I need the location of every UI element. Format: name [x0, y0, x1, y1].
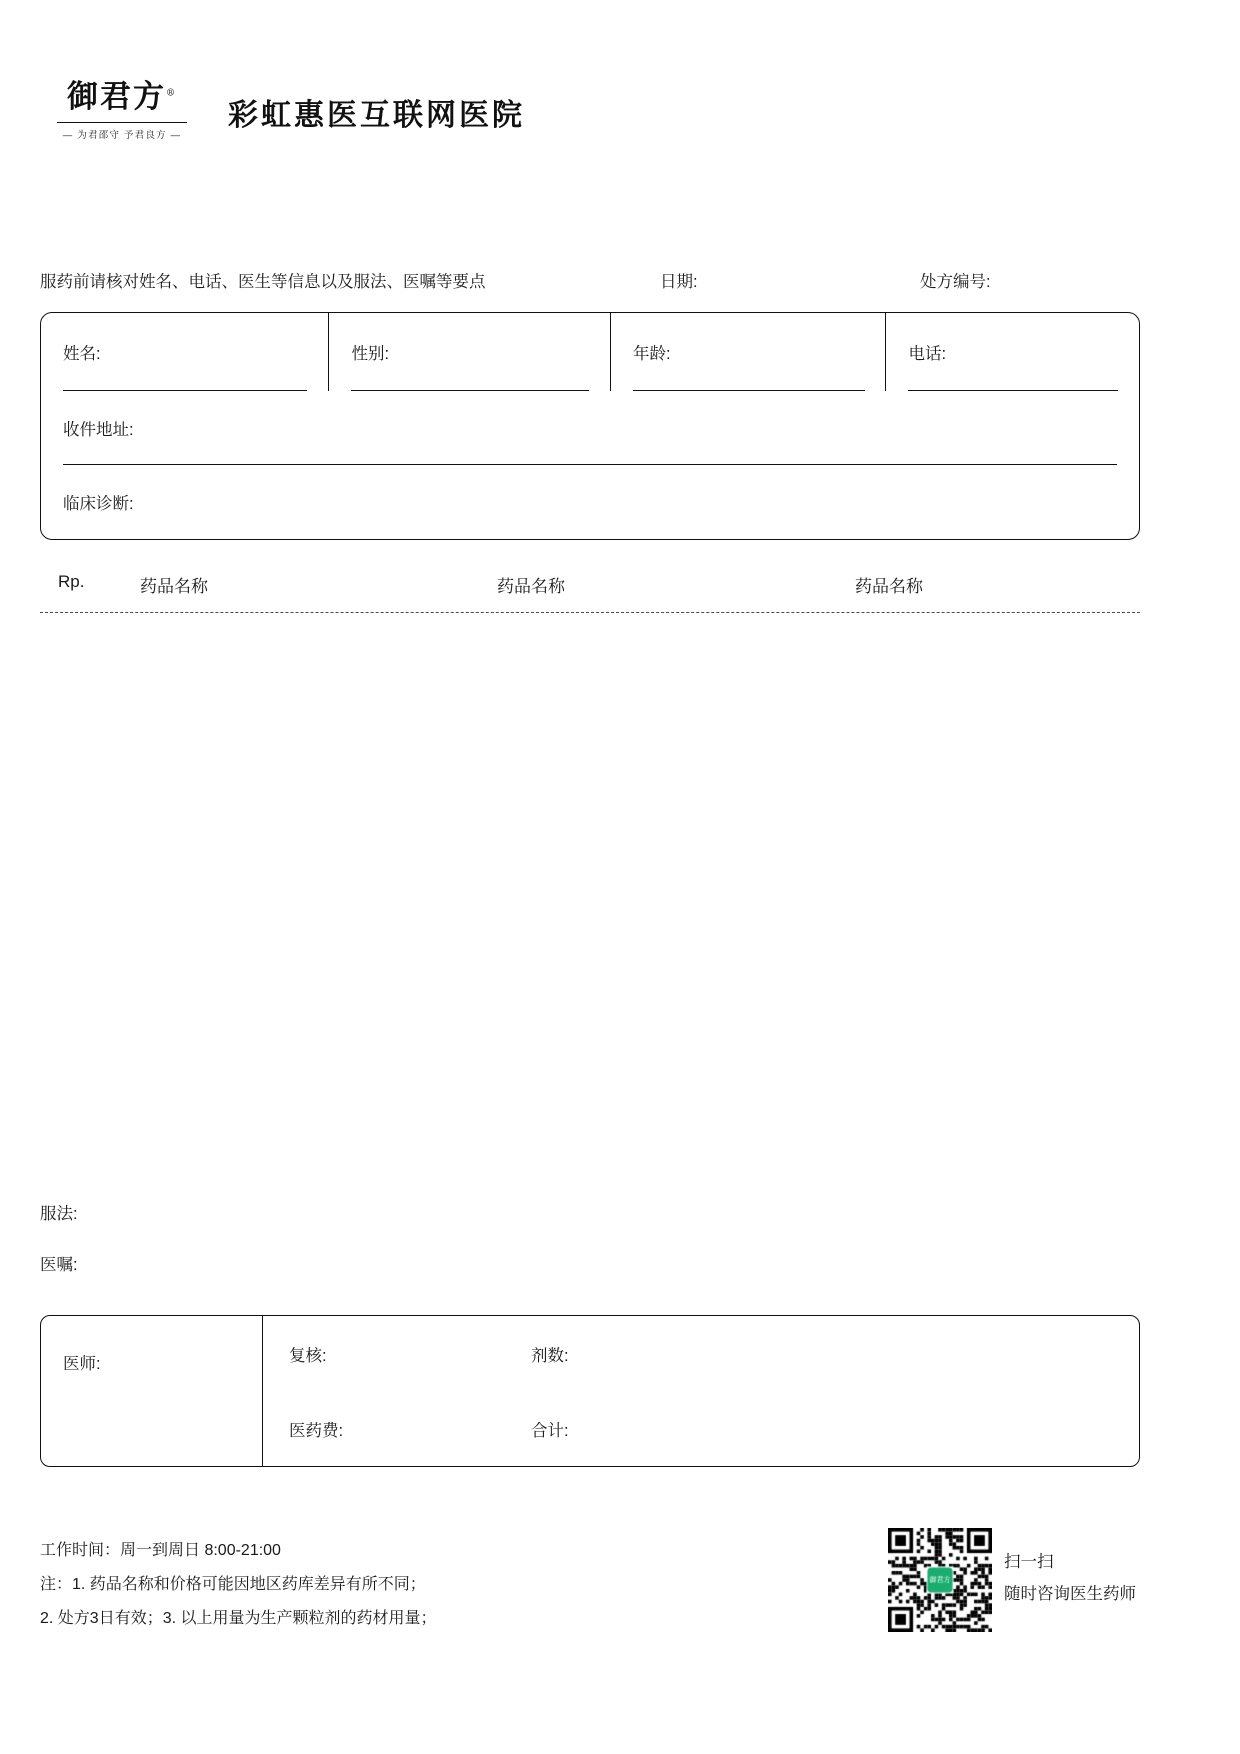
patient-gender-label: 性别:	[351, 345, 390, 363]
qr-code-icon[interactable]	[888, 1528, 992, 1632]
clinical-diagnosis-label: 临床诊断:	[63, 495, 134, 513]
doctor-signature-field[interactable]	[41, 1316, 263, 1466]
brand-logo	[52, 78, 192, 141]
qr-caption-line-1: 扫一扫	[1004, 1553, 1054, 1571]
patient-name-field[interactable]	[41, 313, 328, 391]
recheck-label[interactable]: 复核:	[289, 1346, 327, 1365]
prescription-number-label: 处方编号:	[920, 273, 991, 291]
hospital-title: 彩虹惠医互联网医院	[228, 98, 525, 133]
drug-name-column-1: 药品名称	[140, 577, 208, 596]
prescription-items-area[interactable]	[40, 624, 1140, 1164]
clinical-diagnosis-field[interactable]	[41, 465, 1139, 539]
note-line-1: 注：1. 药品名称和价格可能因地区药库差异有所不同；	[40, 1576, 426, 1593]
signature-box	[40, 1315, 1140, 1467]
doctor-signature-label: 医师:	[63, 1355, 101, 1373]
usage-method-field[interactable]	[40, 1200, 78, 1224]
patient-row-primary	[41, 313, 1139, 391]
patient-address-label: 收件地址:	[63, 421, 134, 439]
signature-right-column	[263, 1316, 1139, 1466]
patient-name-label: 姓名:	[63, 345, 101, 363]
doctor-advice-label: 医嘱:	[40, 1256, 78, 1274]
work-time-text: 工作时间：周一到周日 8:00-21:00	[40, 1542, 281, 1559]
patient-address-field[interactable]	[41, 391, 1139, 465]
patient-info-box	[40, 312, 1140, 540]
notice-row	[0, 268, 1240, 294]
rp-label: Rp.	[58, 572, 85, 591]
note-line-2: 2. 处方3日有效；3. 以上用量为生产颗粒剂的药材用量；	[40, 1610, 437, 1627]
patient-phone-field[interactable]	[885, 313, 1139, 391]
qr-block	[888, 1528, 1138, 1638]
doctor-advice-field[interactable]	[40, 1251, 78, 1275]
qr-caption-line-2: 随时咨询医生药师	[1004, 1585, 1136, 1603]
prescription-divider	[40, 612, 1140, 613]
verify-notice-text: 服药前请核对姓名、电话、医生等信息以及服法、医嘱等要点	[40, 273, 486, 291]
date-label: 日期:	[660, 273, 698, 291]
brand-slogan: — 为君邵守 予君良方 —	[62, 129, 182, 141]
brand-logo-text	[52, 78, 192, 117]
recheck-row	[263, 1316, 1139, 1391]
total-label[interactable]: 合计:	[531, 1421, 569, 1440]
patient-age-field[interactable]	[610, 313, 886, 391]
brand-logo-name: 御君方	[67, 79, 166, 115]
patient-gender-field[interactable]	[328, 313, 609, 391]
drug-name-column-3: 药品名称	[855, 577, 923, 596]
registered-trademark-icon: ®	[166, 88, 177, 99]
usage-method-label: 服法:	[40, 1205, 78, 1223]
drug-name-column-2: 药品名称	[497, 577, 565, 596]
footer-notes	[40, 1534, 436, 1636]
prescription-header-row	[0, 572, 1240, 600]
fee-row	[263, 1391, 1139, 1466]
patient-age-label: 年龄:	[632, 345, 671, 363]
medicine-fee-label[interactable]: 医药费:	[289, 1421, 344, 1440]
patient-phone-label: 电话:	[908, 345, 947, 363]
document-header	[0, 78, 1240, 158]
dose-count-label[interactable]: 剂数:	[531, 1346, 569, 1365]
logo-divider	[57, 122, 187, 123]
qr-caption	[1004, 1546, 1136, 1610]
